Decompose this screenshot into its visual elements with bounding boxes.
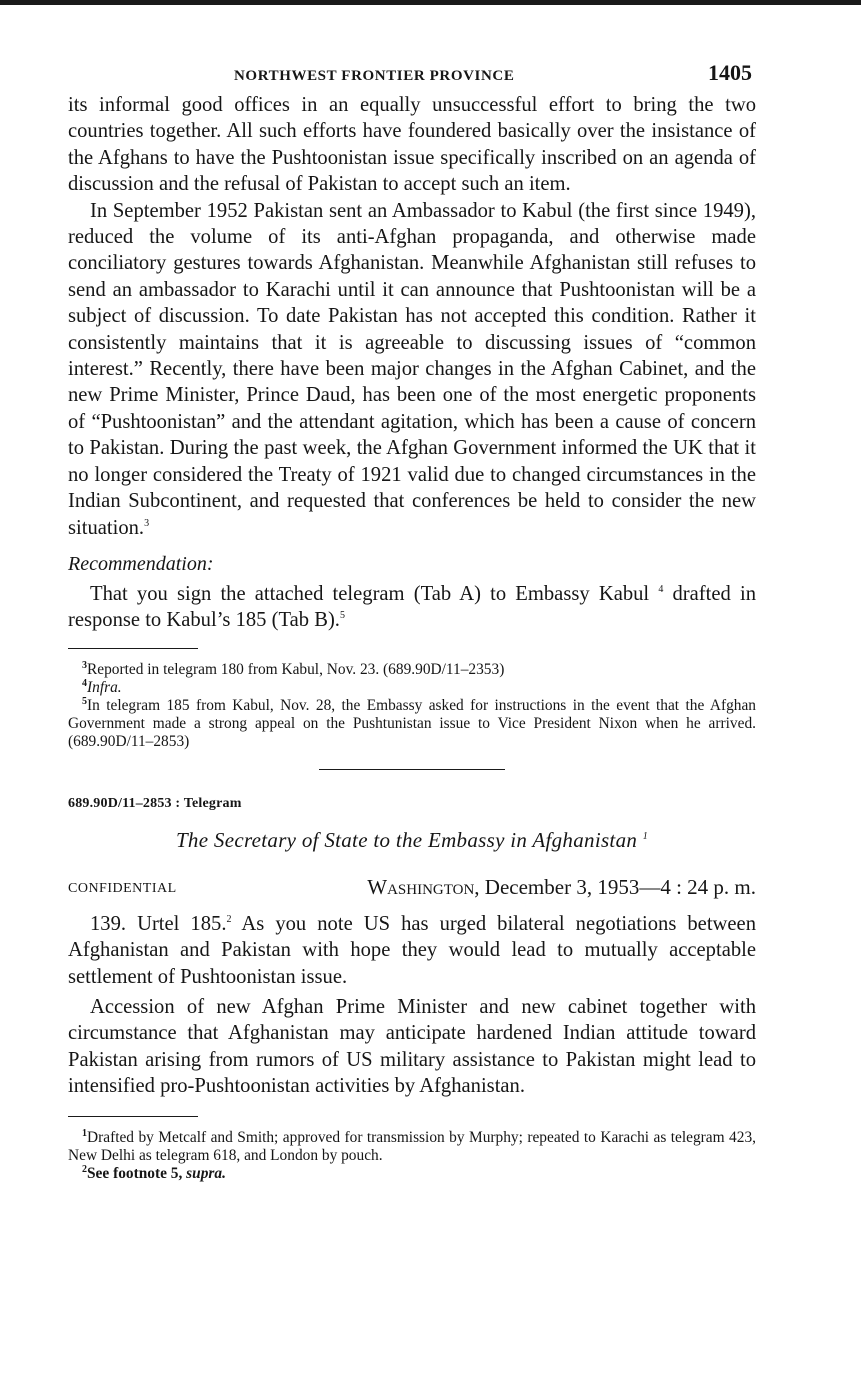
classification-label: CONFIDENTIAL (68, 880, 177, 896)
footnote-1-text: Drafted by Metcalf and Smith; approved for transmission by Murphy; repeated to Karachi as telegram 423, New Delhi as telegram 618, and London by pouch. (68, 1128, 756, 1164)
footnote-ref-4: 4 (658, 584, 664, 596)
recommendation-heading: Recommendation: (68, 552, 214, 575)
footnote-4-marker: 4 (82, 677, 87, 689)
recommendation-text (68, 581, 756, 634)
footnote-3-text: Reported in telegram 180 from Kabul, Nov. 23. (689.90D/11–2353) (87, 660, 505, 678)
memo-paragraph-2-text: In September 1952 Pakistan sent an Ambassador to Kabul (the first since 1949), reduced the volume of its anti-Afghan propaganda, and otherwise made conciliatory gestures towards Afghanistan. Meanwhile Afghanistan still refuses to send an ambassador to Karachi until it can announce that Pushtoonistan will be a subject of discussion. To date Pakistan has not accepted this condition. Rather it consistently maintains that it is agreeable to discussing issues of “common interest.” Recently, there have been major changes in the Afghan Cabinet, and the new Prime Minister, Prince Daud, has been one of the most energetic proponents of “Pushtoonistan” and the attendant agitation, which has been a cause of concern to Pakistan. During the past week, the Afghan Government informed the UK that it no longer considered the Treaty of 1921 valid due to changed circumstances in the Indian Subcontinent, and requested that conferences be held to consider the new situation. (68, 199, 756, 539)
footnote-2-text: See footnote 5, (87, 1164, 187, 1182)
telegram-doc-id: 689.90D/11–2853 : Telegram (68, 795, 242, 811)
telegram-paragraph-2: Accession of new Afghan Prime Minister and new cabinet together with circumstance that Afghanistan may anticipate hardened Indian attitude toward Pakistan arising from rumors of US military assistance to Pakistan might lead to intensified pro-Pushtoonistan activities by Afghanistan. (68, 995, 756, 1098)
page (68, 58, 756, 1183)
footnote-ref-5: 5 (339, 610, 345, 622)
dateline-place-date (367, 875, 756, 900)
running-title: NORTHWEST FRONTIER PROVINCE (234, 68, 515, 84)
section-divider (319, 769, 505, 770)
footnote-ref-2: 2 (226, 913, 232, 925)
recommendation-text-b: drafted in response to Kabul’s 185 (Tab B). (68, 582, 756, 632)
dateline-date: , December 3, 1953—4 : 24 p. m. (474, 874, 756, 899)
telegram-paragraph-1 (68, 911, 756, 990)
footnote-3-marker: 3 (82, 659, 87, 671)
telegram-title (68, 828, 756, 853)
top-border-rule (0, 0, 861, 5)
footnote-2 (68, 1165, 756, 1183)
footnote-1-marker: 1 (82, 1127, 87, 1139)
footnote-separator-bottom (68, 1116, 198, 1117)
footnote-separator (68, 648, 198, 649)
footnote-2-supra: supra. (186, 1164, 226, 1182)
footnote-1 (68, 1129, 756, 1165)
footnote-ref-3: 3 (144, 517, 150, 529)
footnote-5-marker: 5 (82, 695, 87, 707)
page-number: 1405 (708, 60, 752, 85)
dateline-place: Washington (367, 874, 475, 899)
telegram-paragraph-1-b: As you note US has urged bilateral negotiations between Afghanistan and Pakistan with hope they would lead to mutually acceptable settlement of Pushtoonistan issue. (68, 912, 756, 988)
footnote-3 (68, 661, 756, 679)
dateline (68, 875, 756, 903)
memo-paragraph-1: its informal good offices in an equally unsuccessful effort to bring the two countries together. All such efforts have foundered basically over the insistance of the Afghans to have the Pushtoonistan issue specifically inscribed on an agenda of discussion and the refusal of Pakistan to accept such an item. (68, 94, 756, 196)
telegram-title-text: The Secretary of State to the Embassy in Afghanistan (175, 827, 638, 852)
footnote-4 (68, 679, 756, 697)
recommendation-text-a: That you sign the attached telegram (Tab A) to Embassy Kabul (90, 582, 650, 605)
footnote-5 (68, 697, 756, 751)
memo-paragraph-2 (68, 198, 756, 541)
telegram-paragraph-1-a: 139. Urtel 185. (90, 912, 227, 935)
running-head (68, 58, 756, 92)
footnote-4-text: Infra. (87, 678, 122, 696)
footnote-5-text: In telegram 185 from Kabul, Nov. 28, the Embassy asked for instructions in the event that the Afghan Government made a strong appeal on the Pushtunistan issue to Vice President Nixon when he arrived. (689.90D/11–2853) (68, 696, 756, 750)
footnote-ref-1: 1 (642, 830, 649, 842)
footnote-2-marker: 2 (82, 1163, 87, 1175)
